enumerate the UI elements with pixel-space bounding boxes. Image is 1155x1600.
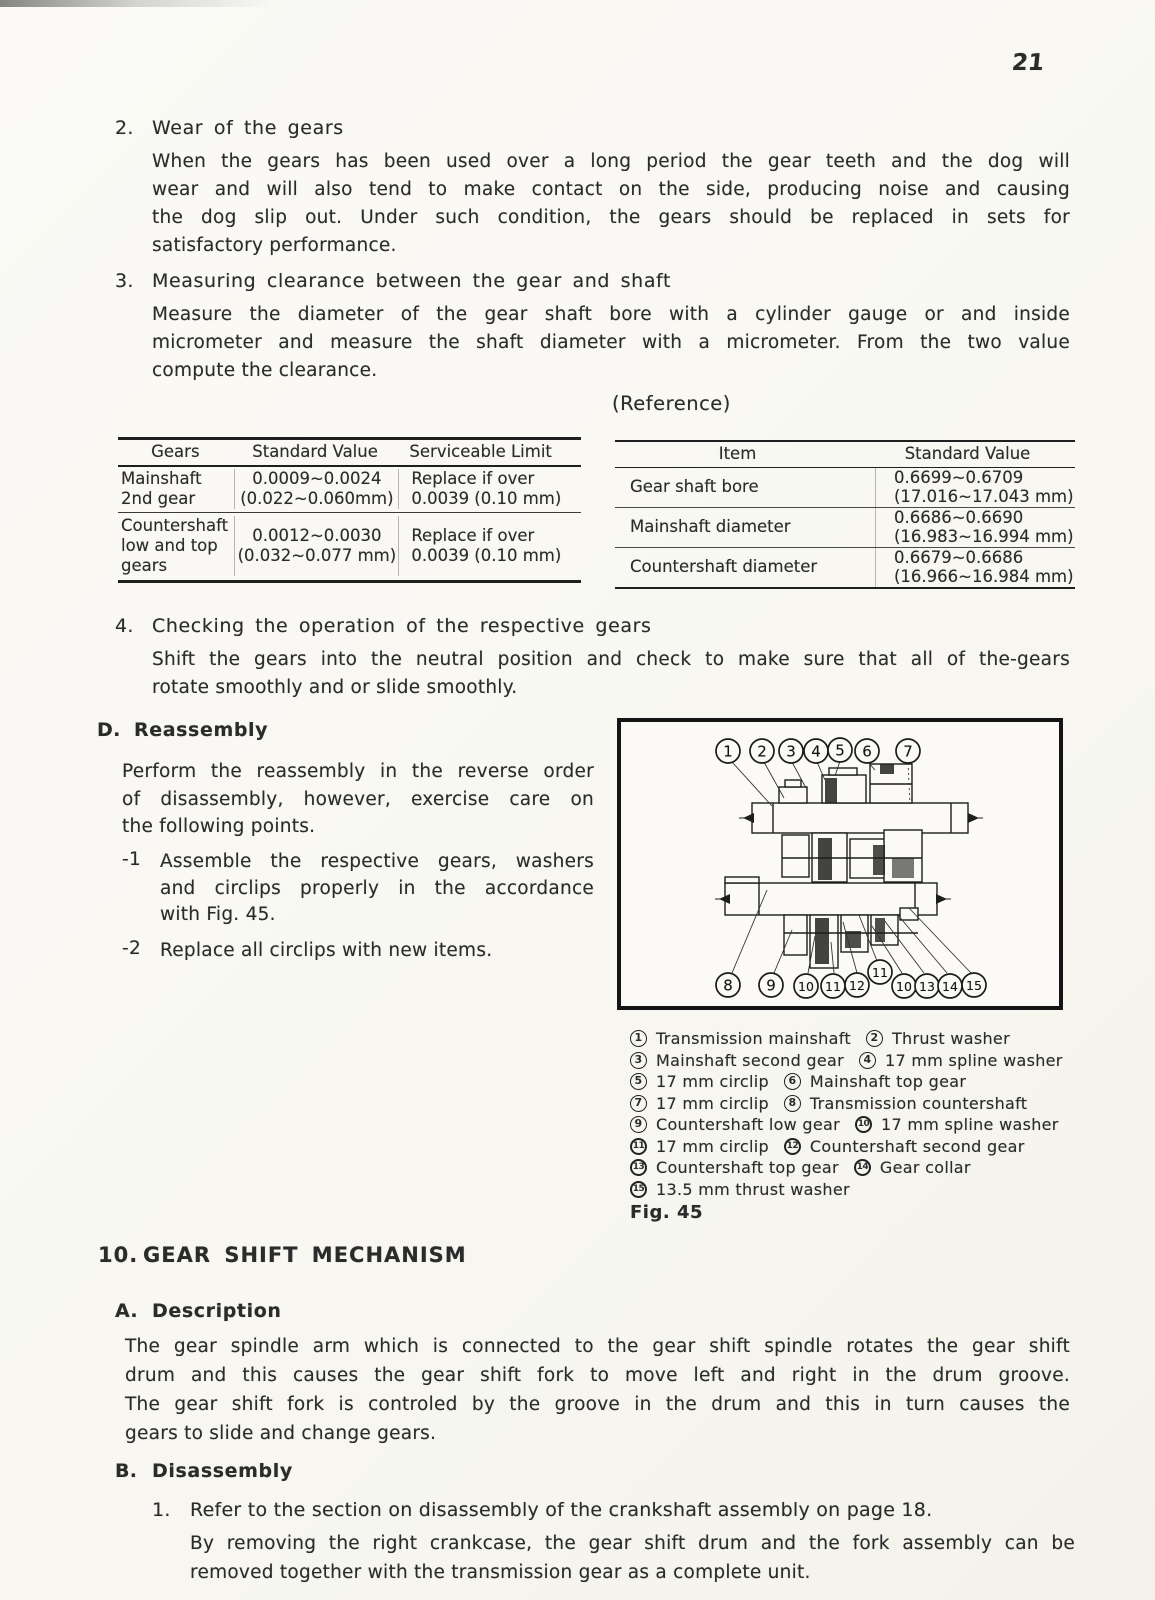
table-cell (234, 469, 398, 509)
callout-number: 2 (757, 742, 767, 761)
legend-number-icon: 13 (630, 1159, 647, 1176)
table-cell (118, 469, 234, 509)
reference-table-header (615, 442, 1075, 468)
clearance-table-header (118, 440, 581, 467)
section-d-letter: D. (97, 719, 121, 741)
list-item-number: 1. (152, 1499, 171, 1521)
callout-number: 6 (862, 742, 872, 761)
column-header: Standard Value (904, 444, 1031, 463)
transmission-diagram (621, 722, 1059, 1006)
section-d-title: Reassembly (134, 719, 269, 741)
column-header: Serviceable Limit (409, 442, 552, 461)
text-line: wear and will also tend to make contact on the side, producing noise and causing (152, 179, 1070, 200)
legend-number-icon: 1 (630, 1030, 647, 1047)
section-b-title: Disassembly (152, 1460, 293, 1482)
paragraph-reassembly-intro (122, 758, 594, 841)
text-line: By removing the right crankcase, the gear shift drum and the fork assembly can be (190, 1533, 1075, 1554)
table-row (615, 508, 1075, 548)
table-cell (875, 508, 1075, 547)
text-line: Measure the diameter of the gear shaft bore with a cylinder gauge or and inside (152, 304, 1070, 325)
legend-label: Countershaft low gear (656, 1115, 841, 1135)
legend-line (630, 1071, 1080, 1093)
legend-label: Mainshaft top gear (809, 1072, 967, 1092)
table-row (118, 513, 581, 580)
text-line: 0.6686~0.6690 (894, 507, 1024, 527)
section-4-title: Checking the operation of the respective gears (152, 615, 652, 637)
text-line: When the gears has been used over a long period the gear teeth and the dog will (152, 151, 1070, 172)
text-line: Replace all circlips with new items. (160, 940, 493, 961)
section-2-title: Wear of the gears (152, 117, 344, 139)
table-cell (875, 548, 1075, 587)
column-header: Item (718, 444, 757, 463)
legend-line (630, 1050, 1080, 1072)
legend-line (630, 1157, 1080, 1179)
table-cell: Gear shaft bore (630, 477, 759, 497)
paragraph-measuring (152, 301, 1070, 385)
legend-number-icon: 11 (630, 1138, 647, 1155)
legend-label: 17 mm circlip (656, 1136, 769, 1156)
legend-line (630, 1114, 1080, 1136)
section-a-title: Description (152, 1300, 282, 1322)
legend-label: Countershaft second gear (809, 1136, 1025, 1156)
legend-line (630, 1179, 1080, 1201)
text-line: the dog slip out. Under such condition, the gears should be replaced in sets for (152, 207, 1070, 228)
text-line: 0.0009~0.0024 (252, 469, 382, 488)
list-item-text: Refer to the section on disassembly of the crankshaft assembly on page 18. (190, 1499, 933, 1521)
paragraph-checking (152, 646, 1070, 702)
callout-number: 8 (723, 976, 733, 995)
page-number: 21 (1010, 50, 1046, 76)
legend-label: Mainshaft second gear (656, 1050, 845, 1070)
table-cell (118, 516, 234, 576)
legend-line (630, 1093, 1080, 1115)
legend-number-icon: 6 (784, 1073, 801, 1090)
legend-number-icon: 15 (630, 1181, 647, 1198)
callout-number: 3 (786, 742, 796, 761)
table-cell: Mainshaft diameter (630, 517, 791, 537)
callout-number: 9 (766, 976, 776, 995)
callout-number: 1 (723, 742, 733, 761)
paragraph-disassembly (190, 1529, 1075, 1587)
legend-line (630, 1028, 1080, 1050)
legend-number-icon: 3 (630, 1052, 647, 1069)
legend-label: Countershaft top gear (656, 1158, 839, 1178)
text-line: (17.016~17.043 mm) (894, 487, 1074, 506)
table-cell (398, 516, 581, 576)
text-line: the following points. (122, 816, 316, 837)
callout-number: 11 (825, 979, 841, 994)
paragraph-wear (152, 148, 1070, 260)
callout-number: 15 (966, 978, 982, 993)
text-line: 0.0012~0.0030 (252, 526, 382, 545)
callout-number: 10 (798, 979, 814, 994)
legend-number-icon: 7 (630, 1095, 647, 1112)
figure-caption: Fig. 45 (630, 1202, 704, 1223)
text-line: The gear shift fork is controled by the groove in the drum and this in turn causes the (125, 1394, 1070, 1415)
column-header: Standard Value (252, 442, 378, 461)
paragraph-description (125, 1332, 1070, 1448)
text-line: Shift the gears into the neutral position and check to make sure that all of the-gears (152, 649, 1070, 670)
text-line: The gear spindle arm which is connected to the gear shift spindle rotates the gear shift (125, 1336, 1070, 1357)
section-3-number: 3. (115, 270, 134, 292)
text-line: with Fig. 45. (160, 904, 276, 925)
text-line: 2nd gear (121, 489, 196, 508)
legend-number-icon: 12 (784, 1138, 801, 1155)
callout-number: 10 (896, 979, 912, 994)
figure-legend (630, 1028, 1080, 1200)
text-line: of disassembly, however, exercise care on (122, 788, 594, 810)
text-line: (0.022~0.060mm) (240, 489, 394, 508)
text-line: micrometer and measure the shaft diameter with a micrometer. From the two value (152, 332, 1070, 353)
table-cell (875, 468, 1075, 507)
legend-label: Thrust washer (891, 1029, 1010, 1049)
legend-label: 17 mm spline washer (885, 1050, 1063, 1070)
column-header: Gears (151, 442, 200, 461)
point-number: -2 (122, 938, 142, 959)
legend-label: Gear collar (879, 1158, 971, 1178)
legend-label: 17 mm circlip (656, 1072, 769, 1092)
callout-number: 5 (835, 741, 845, 760)
text-line: Countershaft (121, 516, 229, 535)
reference-label: (Reference) (612, 392, 731, 415)
text-line: satisfactory performance. (152, 235, 397, 256)
point-text (160, 938, 594, 965)
text-line: 0.6679~0.6686 (894, 547, 1024, 567)
text-line: compute the clearance. (152, 360, 378, 381)
text-line: Replace if over (411, 469, 535, 488)
table-cell: Countershaft diameter (630, 557, 818, 577)
section-10-title: GEAR SHIFT MECHANISM (143, 1243, 467, 1267)
table-row (615, 548, 1075, 587)
legend-number-icon: 14 (854, 1159, 871, 1176)
legend-number-icon: 4 (859, 1052, 876, 1069)
callout-number: 11 (872, 965, 888, 980)
text-line: gears (121, 556, 168, 575)
point-text (160, 849, 594, 929)
section-2-number: 2. (115, 117, 134, 139)
text-line: and circlips properly in the accordance (160, 877, 594, 899)
legend-label: Transmission countershaft (809, 1093, 1028, 1113)
scan-artifact (0, 0, 300, 7)
text-line: 0.0039 (0.10 mm) (411, 546, 562, 565)
text-line: 0.0039 (0.10 mm) (411, 489, 562, 508)
callout-number: 14 (942, 979, 958, 994)
text-line: Mainshaft (121, 469, 202, 488)
text-line: 0.6699~0.6709 (894, 467, 1024, 487)
callout-number: 7 (903, 742, 913, 761)
table-cell (234, 516, 398, 576)
legend-label: 13.5 mm thrust washer (656, 1179, 850, 1199)
section-a-letter: A. (115, 1300, 138, 1322)
point-number: -1 (122, 849, 142, 870)
legend-label: 17 mm circlip (656, 1093, 769, 1113)
text-line: rotate smoothly and or slide smoothly. (152, 677, 518, 698)
section-4-number: 4. (115, 615, 134, 637)
section-3-title: Measuring clearance between the gear and shaft (152, 270, 672, 292)
text-line: low and top (121, 536, 218, 555)
legend-number-icon: 2 (866, 1030, 883, 1047)
text-line: gears to slide and change gears. (125, 1423, 437, 1444)
reassembly-point-2 (122, 938, 594, 965)
text-line: drum and this causes the gear shift fork to move left and right in the drum groove. (125, 1365, 1070, 1386)
section-10-number: 10. (98, 1243, 139, 1267)
reassembly-point-1 (122, 849, 594, 929)
clearance-table (118, 437, 581, 583)
text-line: removed together with the transmission gear as a complete unit. (190, 1562, 811, 1583)
legend-number-icon: 8 (784, 1095, 801, 1112)
table-row (118, 467, 581, 513)
text-line: (16.966~16.984 mm) (894, 567, 1074, 586)
legend-line (630, 1136, 1080, 1158)
text-line: Assemble the respective gears, washers (160, 851, 594, 872)
text-line: (16.983~16.994 mm) (894, 527, 1074, 546)
legend-number-icon: 5 (630, 1073, 647, 1090)
section-b-letter: B. (115, 1460, 138, 1482)
callout-number: 12 (849, 978, 865, 993)
callout-number: 13 (919, 979, 935, 994)
table-row (615, 468, 1075, 508)
legend-label: Transmission mainshaft (656, 1029, 851, 1049)
figure-45-box (617, 718, 1063, 1010)
legend-number-icon: 9 (630, 1116, 647, 1133)
callout-number: 4 (811, 742, 821, 761)
legend-number-icon: 10 (855, 1116, 872, 1133)
text-line: Perform the reassembly in the reverse order (122, 761, 594, 782)
reference-table (615, 440, 1075, 589)
text-line: Replace if over (411, 526, 535, 545)
text-line: (0.032~0.077 mm) (237, 546, 397, 565)
table-cell (398, 469, 581, 509)
legend-label: 17 mm spline washer (881, 1115, 1059, 1135)
